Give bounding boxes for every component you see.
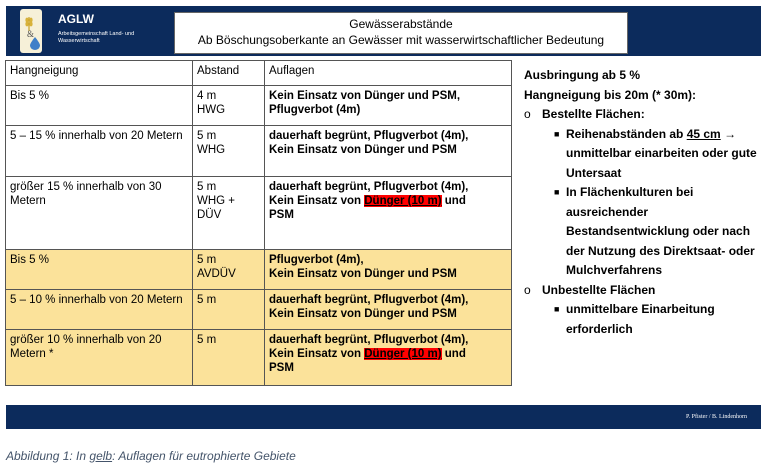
list-item	[524, 183, 760, 281]
highlight-duenger-10m: Dünger (10 m)	[364, 195, 442, 207]
circle-bullet-icon: o	[524, 107, 531, 121]
abstand-value: 5 m	[197, 130, 217, 142]
auflage-line: Kein Einsatz von Dünger und PSM	[269, 268, 457, 280]
auflage-line: Kein Einsatz von	[269, 348, 362, 360]
list-item-text: unmittelbar einarbeiten oder gute Untersaat	[566, 146, 757, 180]
underlined-value: 45 cm	[686, 126, 721, 141]
list-item	[524, 105, 760, 125]
table-row	[6, 86, 512, 126]
abstand-law: HWG	[197, 104, 226, 116]
list-item-label: Unbestellte Flächen	[542, 282, 656, 297]
cell-auflagen	[265, 290, 512, 330]
list-item-text: unmittelbare Einarbeitung erforderlich	[566, 302, 715, 336]
abstand-value: 5 m	[197, 254, 217, 266]
auflage-line: Kein Einsatz von Dünger und PSM,	[269, 90, 461, 102]
header-hangneigung: Hangneigung	[6, 61, 193, 86]
cell-hangneigung: Bis 5 %	[6, 86, 193, 126]
notes-heading-1: Ausbringung ab 5 %	[524, 68, 641, 82]
square-bullet-icon: ■	[554, 304, 560, 314]
auflage-line: Pflugverbot (4m),	[269, 254, 364, 266]
highlight-duenger-10m: Dünger (10 m)	[364, 348, 442, 360]
circle-bullet-icon: o	[524, 282, 531, 297]
auflage-line: und	[444, 195, 466, 207]
auflage-line: dauerhaft begrünt, Pflugverbot (4m),	[269, 334, 469, 346]
auflage-line: Kein Einsatz von Dünger und PSM	[269, 308, 457, 320]
notes-heading-2: Hangneigung bis 20m (* 30m):	[524, 87, 697, 102]
cell-auflagen	[265, 330, 512, 386]
caption-text: : Auflagen für eutrophierte Gebiete	[112, 449, 296, 463]
cell-abstand	[193, 126, 265, 177]
caption-text: Abbildung 1: In	[6, 449, 87, 463]
square-bullet-icon: ■	[554, 128, 560, 139]
logo-ampersand: &	[27, 29, 35, 39]
list-item-text: Reihenabständen ab	[566, 126, 684, 141]
list-item-text: In Flächenkulturen bei ausreichender Bestandsentwicklung oder nach der Nutzung des Direktsaat- oder Mulchverfahrens	[566, 185, 755, 277]
cell-abstand	[193, 177, 265, 250]
cell-hangneigung: größer 10 % innerhalb von 20 Metern *	[6, 330, 193, 386]
cell-abstand: 5 m	[193, 290, 265, 330]
list-item	[524, 281, 760, 301]
arrow-right-icon: →	[724, 126, 737, 141]
cell-abstand	[193, 86, 265, 126]
table-row	[6, 177, 512, 250]
author-credit: P. Pfister / B. Lindenhorn	[686, 414, 747, 420]
table-header-row	[6, 61, 512, 86]
title-line-2: Ab Böschungsoberkante an Gewässer mit wasserwirtschaftlicher Bedeutung	[197, 33, 605, 47]
auflage-line: Kein Einsatz von Dünger und PSM	[269, 144, 457, 156]
square-bullet-icon: ■	[554, 187, 560, 197]
auflage-line: dauerhaft begrünt, Pflugverbot (4m),	[269, 130, 469, 142]
table-row	[6, 250, 512, 290]
auflage-line: PSM	[269, 362, 294, 374]
cell-auflagen	[265, 177, 512, 250]
list-item	[524, 300, 760, 339]
footer-bar	[6, 405, 761, 429]
notes-panel	[524, 66, 760, 339]
list-item	[524, 125, 760, 184]
water-drop-icon	[30, 37, 40, 50]
gewaesser-table	[5, 60, 512, 386]
auflage-line: und	[444, 348, 466, 360]
list-item-label: Bestellte Flächen:	[542, 107, 645, 121]
auflage-line: Pflugverbot (4m)	[269, 104, 361, 116]
notes-list	[524, 105, 760, 339]
abstand-law: WHG +	[197, 195, 236, 207]
abstand-value: 5 m	[197, 181, 217, 193]
brand-name: AGLW	[58, 12, 94, 26]
table-row	[6, 290, 512, 330]
cell-auflagen	[265, 126, 512, 177]
table-row	[6, 330, 512, 386]
cell-hangneigung: größer 15 % innerhalb von 30 Metern	[6, 177, 193, 250]
cell-abstand	[193, 250, 265, 290]
caption-highlight: gelb	[89, 449, 113, 463]
table-row	[6, 126, 512, 177]
auflage-line: PSM	[269, 209, 294, 221]
cell-hangneigung: 5 – 15 % innerhalb von 20 Metern	[6, 126, 193, 177]
abstand-value: 4 m	[197, 90, 217, 102]
abstand-law: AVDÜV	[197, 268, 236, 280]
abstand-law: DÜV	[197, 209, 222, 221]
header-auflagen: Auflagen	[265, 61, 512, 86]
auflage-line: Kein Einsatz von	[269, 195, 362, 207]
cell-auflagen	[265, 250, 512, 290]
slide-title	[174, 12, 628, 54]
cell-hangneigung: 5 – 10 % innerhalb von 20 Metern	[6, 290, 193, 330]
aglw-logo	[20, 9, 42, 53]
figure-caption	[6, 449, 296, 463]
header-abstand: Abstand	[193, 61, 265, 86]
auflage-line: dauerhaft begrünt, Pflugverbot (4m),	[269, 181, 469, 193]
cell-abstand: 5 m	[193, 330, 265, 386]
auflage-line: dauerhaft begrünt, Pflugverbot (4m),	[269, 294, 469, 306]
brand-subtitle: Arbeitsgemeinschaft Land- und Wasserwirtschaft	[58, 31, 135, 44]
cell-auflagen	[265, 86, 512, 126]
cell-hangneigung: Bis 5 %	[6, 250, 193, 290]
abstand-law: WHG	[197, 144, 226, 156]
title-line-1: Gewässerabstände	[349, 17, 453, 31]
